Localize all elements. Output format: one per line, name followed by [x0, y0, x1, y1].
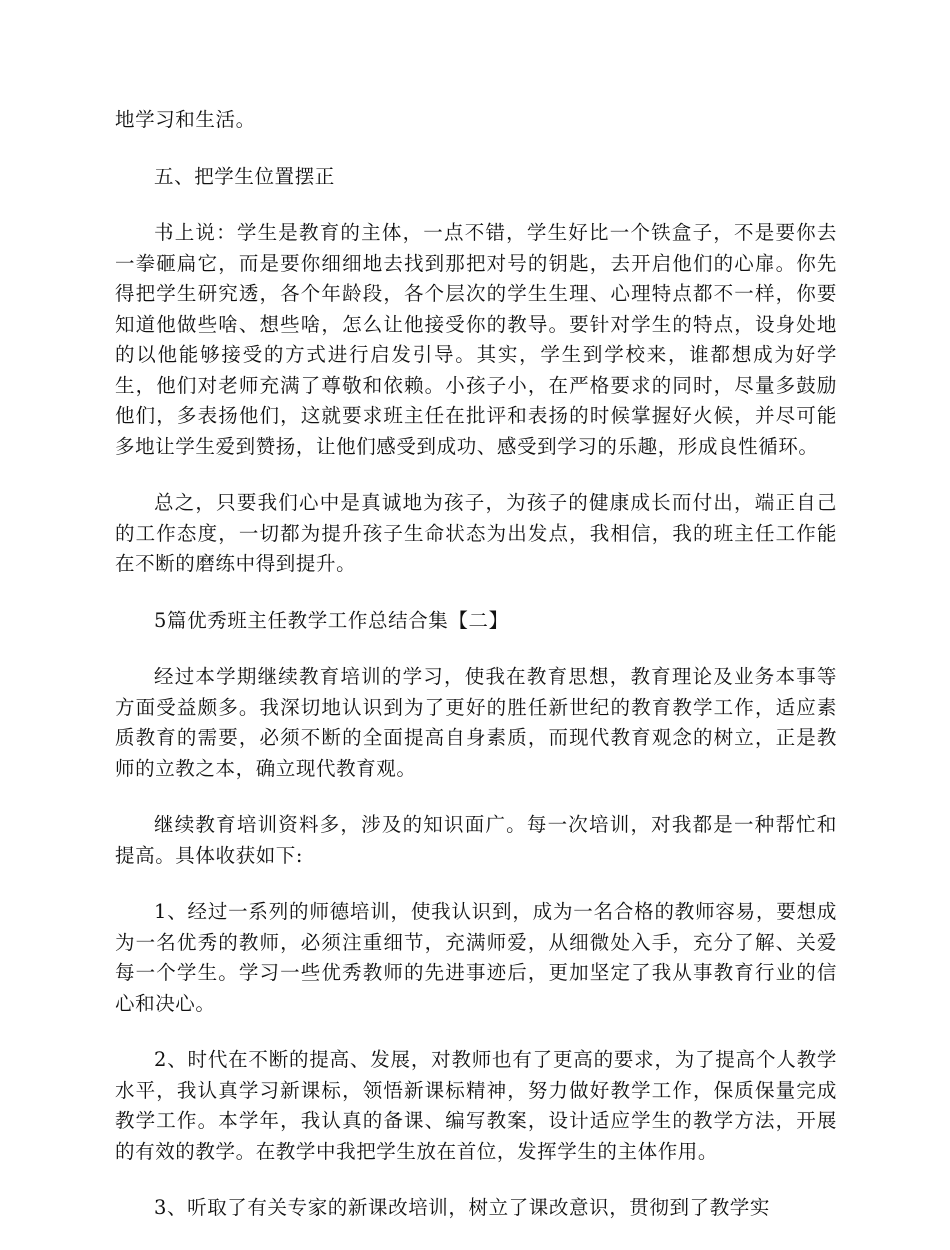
paragraph: 经过本学期继续教育培训的学习，使我在教育思想，教育理论及业务本事等方面受益颇多。我深切地认识到为了更好的胜任新世纪的教育教学工作，适应素质教育的需要，必须不断的全面提高自身素质，而现代教育观念的树立，正是教师的立教之本，确立现代教育观。 — [115, 665, 837, 780]
section-heading-5: 五、把学生位置摆正 — [154, 164, 335, 188]
paragraph: 继续教育培训资料多，涉及的知识面广。每一次培训，对我都是一种帮忙和提高。具体收获如下: — [115, 813, 837, 867]
paragraph: 总之，只要我们心中是真诚地为孩子，为孩子的健康成长而付出，端正自己的工作态度，一切都为提升孩子生命状态为出发点，我相信，我的班主任工作能在不断的磨练中得到提升。 — [115, 491, 837, 575]
paragraph: 书上说：学生是教育的主体，一点不错，学生好比一个铁盒子，不是要你去一拳砸扁它，而是要你细细地去找到那把对号的钥匙，去开启他们的心扉。你先得把学生研究透，各个年龄段，各个层次的学生生理、心理特点都不一样，你要知道他做些啥、想些啥，怎么让他接受你的教导。要针对学生的特点，设身处地的以他能够接受的方式进行启发引导。其实，学生到学校来，谁都想成为好学生，他们对老师充满了尊敬和依赖。小孩子小，在严格要求的同时，尽量多鼓励他们，多表扬他们，这就要求班主任在批评和表扬的时候掌握好火候，并尽可能多地让学生爱到赞扬，让他们感受到成功、感受到学习的乐趣，形成良性循环。 — [115, 221, 837, 458]
section-heading-part-2: 5篇优秀班主任教学工作总结合集【二】 — [154, 608, 509, 632]
paragraph-continuation: 地学习和生活。 — [115, 108, 256, 131]
list-item-3: 3、听取了有关专家的新课改培训，树立了课改意识，贯彻到了教学实 — [154, 1196, 771, 1219]
list-item-2: 2、时代在不断的提高、发展，对教师也有了更高的要求，为了提高个人教学水平，我认真学习新课标，领悟新课标精神，努力做好教学工作，保质保量完成教学工作。本学年，我认真的备课、编写教案，设计适应学生的教学方法，开展的有效的教学。在教学中我把学生放在首位，发挥学生的主体作用。 — [115, 1048, 837, 1163]
document-page — [115, 105, 837, 1250]
list-item-1: 1、经过一系列的师德培训，使我认识到，成为一名合格的教师容易，要想成为一名优秀的教师，必须注重细节，充满师爱，从细微处入手，充分了解、关爱每一个学生。学习一些优秀教师的先进事迹后，更加坚定了我从事教育行业的信心和决心。 — [115, 900, 837, 1015]
